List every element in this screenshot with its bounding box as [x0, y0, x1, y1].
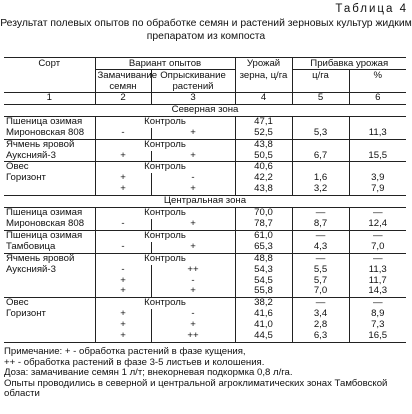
table-row	[4, 242, 406, 253]
yield-cell: 54,3	[235, 265, 292, 276]
variety-cell: Овес	[6, 297, 29, 309]
variety-cell: Мироновская 808	[6, 217, 85, 229]
table-row	[4, 253, 406, 264]
variety-cell: Пшеница озимая	[6, 229, 83, 241]
increase-pct-cell: 12,4	[349, 219, 406, 230]
variety-cell	[4, 184, 95, 195]
col-num: 1	[46, 92, 52, 103]
header-cha: ц/га	[292, 70, 349, 93]
spray-cell: -	[151, 309, 235, 320]
table-row	[4, 309, 406, 320]
header-spray-l1: Опрыскивание	[160, 70, 226, 81]
table-row	[4, 320, 406, 331]
increase-pct-cell: 7,9	[349, 184, 406, 195]
col-num: 5	[292, 93, 349, 105]
variety-cell: Горизонт	[6, 308, 46, 320]
header-variety: Сорт	[38, 58, 61, 69]
title-line: Результат полевых опытов по обработке семян и растений зерновых культур жидким	[0, 18, 412, 29]
yield-cell: 41,0	[235, 320, 292, 331]
soak-cell: -	[95, 128, 151, 139]
variety-cell: Пшеница озимая	[6, 115, 83, 127]
yield-cell: 47,1	[235, 116, 292, 127]
soak-cell: +	[95, 331, 151, 342]
table-row	[4, 162, 406, 173]
increase-cha-cell: 8,7	[292, 219, 349, 230]
header-soak-l2: семян	[109, 81, 137, 92]
increase-pct-cell: 14,3	[349, 286, 406, 297]
variety-cell: Мироновская 808	[6, 126, 85, 138]
zone-label: Северная зона	[171, 103, 239, 115]
soak-cell: +	[95, 309, 151, 320]
table-row	[4, 298, 406, 309]
note-line: ++ - обработка растений в фазе 3-5 листьев и колошения.	[4, 356, 265, 368]
increase-cha-cell: —	[292, 230, 349, 241]
yield-cell: 78,7	[235, 219, 292, 230]
spray-cell: +	[151, 128, 235, 139]
increase-pct-cell: —	[349, 298, 406, 309]
header-soak-l1: Замачивание	[97, 70, 158, 81]
spray-cell: -	[151, 173, 235, 184]
col-num: 3	[151, 93, 235, 105]
table-row	[4, 265, 406, 276]
table-number: Таблица 4	[335, 3, 408, 15]
increase-pct-cell: 11,3	[349, 128, 406, 139]
note-line: Опыты проводились в северной и центральной агроклиматических зонах Тамбовской	[4, 377, 388, 389]
yield-cell: 70,0	[235, 208, 292, 219]
yield-cell: 61,0	[235, 230, 292, 241]
control-label: Контроль	[95, 116, 235, 127]
increase-pct-cell: 3,9	[349, 173, 406, 184]
variety-cell	[4, 320, 95, 331]
note-line: области	[4, 388, 40, 400]
table-row	[4, 230, 406, 241]
table-row	[4, 139, 406, 150]
increase-pct-cell: 7,3	[349, 320, 406, 331]
spray-cell: ++	[151, 331, 235, 342]
yield-cell: 52,5	[235, 128, 292, 139]
col-num: 6	[349, 93, 406, 105]
variety-cell: Ячмень яровой	[6, 252, 75, 264]
spray-cell: +	[151, 151, 235, 162]
variety-cell: Тамбовица	[6, 240, 56, 252]
spray-cell: +	[151, 286, 235, 297]
variety-cell: Ячмень яровой	[6, 138, 75, 150]
header-variant: Вариант опытов	[95, 58, 235, 70]
note-line: Доза: замачивание семян 1 л/т; внекорневая подкормка 0,8 л/га.	[4, 367, 293, 379]
control-label: Контроль	[95, 230, 235, 241]
variety-cell: Аукснияй-3	[6, 263, 56, 275]
table-row	[4, 151, 406, 162]
yield-cell: 44,5	[235, 331, 292, 342]
control-label: Контроль	[95, 162, 235, 173]
increase-cha-cell	[292, 116, 349, 127]
yield-cell: 50,5	[235, 151, 292, 162]
control-label: Контроль	[95, 139, 235, 150]
increase-pct-cell: 11,7	[349, 276, 406, 287]
zone-label: Центральная зона	[163, 195, 247, 207]
title-line: препаратом из компоста	[146, 30, 266, 42]
control-label: Контроль	[95, 298, 235, 309]
variety-cell	[4, 286, 95, 297]
increase-cha-cell: 5,3	[292, 128, 349, 139]
soak-cell: +	[95, 173, 151, 184]
soak-cell: +	[95, 286, 151, 297]
increase-cha-cell: 6,7	[292, 151, 349, 162]
header-spray	[151, 70, 235, 93]
table-row	[4, 286, 406, 297]
increase-pct-cell: 16,5	[349, 331, 406, 342]
increase-cha-cell: —	[292, 253, 349, 264]
variety-cell: Аукснияй-3	[6, 149, 56, 161]
spray-cell: +	[151, 320, 235, 331]
soak-cell: +	[95, 320, 151, 331]
table-row	[4, 116, 406, 127]
spray-cell: ++	[151, 265, 235, 276]
header-yield-1: Урожай	[235, 58, 292, 70]
header-pct: %	[349, 70, 406, 93]
yield-cell: 40,6	[235, 162, 292, 173]
yield-cell: 43,8	[235, 139, 292, 150]
table-row	[4, 276, 406, 287]
table-row	[4, 331, 406, 342]
increase-pct-cell: 11,3	[349, 265, 406, 276]
increase-cha-cell: 3,4	[292, 309, 349, 320]
yield-cell: 43,8	[235, 184, 292, 195]
results-table	[4, 57, 406, 343]
control-label: Контроль	[95, 253, 235, 264]
increase-cha-cell: 5,7	[292, 276, 349, 287]
increase-pct-cell: 7,0	[349, 242, 406, 253]
header-spray-l2: растений	[172, 81, 214, 92]
increase-cha-cell	[292, 139, 349, 150]
increase-cha-cell: 2,8	[292, 320, 349, 331]
increase-pct-cell: —	[349, 208, 406, 219]
notes	[4, 347, 408, 400]
yield-cell: 55,8	[235, 286, 292, 297]
increase-cha-cell: —	[292, 298, 349, 309]
spray-cell: -	[151, 276, 235, 287]
soak-cell: +	[95, 276, 151, 287]
table-row	[4, 184, 406, 195]
yield-cell: 54,5	[235, 276, 292, 287]
increase-pct-cell: —	[349, 230, 406, 241]
soak-cell: +	[95, 184, 151, 195]
soak-cell: +	[95, 151, 151, 162]
header-increase: Прибавка урожая	[292, 58, 406, 70]
header-soak	[95, 70, 158, 93]
control-label: Контроль	[95, 208, 235, 219]
soak-cell: -	[95, 265, 151, 276]
increase-pct-cell: 8,9	[349, 309, 406, 320]
variety-cell: Горизонт	[6, 172, 46, 184]
increase-cha-cell: 6,3	[292, 331, 349, 342]
yield-cell: 65,3	[235, 242, 292, 253]
variety-cell	[4, 276, 95, 287]
header-yield-2: зерна, ц/га	[235, 70, 292, 93]
variety-cell: Пшеница озимая	[6, 207, 83, 219]
soak-cell: -	[95, 242, 151, 253]
variety-cell	[4, 331, 95, 342]
variety-cell: Овес	[6, 161, 29, 173]
table-row	[4, 173, 406, 184]
increase-cha-cell: 5,5	[292, 265, 349, 276]
yield-cell: 48,8	[235, 253, 292, 264]
increase-cha-cell: 4,3	[292, 242, 349, 253]
table-row	[4, 219, 406, 230]
spray-cell: +	[151, 184, 235, 195]
note-line: Примечание: + - обработка растений в фазе кущения,	[4, 346, 246, 357]
col-num: 2	[95, 93, 151, 105]
table-row	[4, 128, 406, 139]
increase-pct-cell: 15,5	[349, 151, 406, 162]
yield-cell: 41,6	[235, 309, 292, 320]
increase-cha-cell: —	[292, 208, 349, 219]
increase-cha-cell: 7,0	[292, 286, 349, 297]
increase-cha-cell: 3,2	[292, 184, 349, 195]
increase-cha-cell: 1,6	[292, 173, 349, 184]
increase-pct-cell: —	[349, 253, 406, 264]
table-title	[0, 18, 412, 43]
soak-cell: -	[95, 219, 151, 230]
increase-pct-cell	[349, 139, 406, 150]
yield-cell: 38,2	[235, 298, 292, 309]
spray-cell: +	[151, 242, 235, 253]
increase-pct-cell	[349, 116, 406, 127]
col-num: 4	[235, 93, 292, 105]
yield-cell: 42,2	[235, 173, 292, 184]
spray-cell: +	[151, 219, 235, 230]
